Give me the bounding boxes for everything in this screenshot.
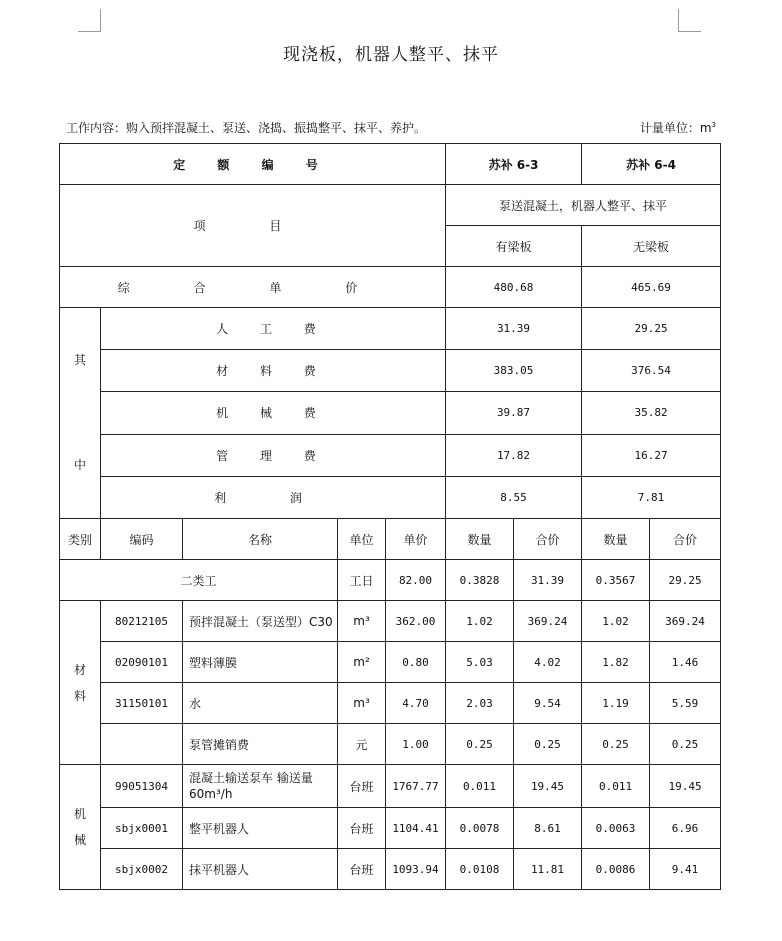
material-price: 1.00	[386, 724, 446, 765]
breakdown-label: 利 润	[101, 476, 446, 518]
material-code	[101, 724, 183, 765]
breakdown-row	[60, 392, 721, 434]
unit-price-label: 综 合 单 价	[60, 267, 446, 308]
material-total-a: 369.24	[514, 601, 582, 642]
material-total-b: 0.25	[650, 724, 721, 765]
machinery-row	[60, 808, 721, 849]
material-total-a: 4.02	[514, 642, 582, 683]
item-label: 项 目	[60, 185, 446, 267]
material-unit: m³	[338, 683, 386, 724]
machinery-qty-b: 0.0063	[582, 808, 650, 849]
machinery-name: 整平机器人	[183, 808, 338, 849]
work-content: 工作内容：购入预拌混凝土、泵送、浇捣、振捣整平、抹平、养护。	[66, 121, 427, 135]
material-unit: 元	[338, 724, 386, 765]
material-name: 预拌混凝土（泵送型）C30	[183, 601, 338, 642]
breakdown-row	[60, 308, 721, 350]
unit-price-b: 465.69	[582, 267, 721, 308]
quota-code-b: 苏补 6-4	[582, 144, 721, 185]
machinery-total-b: 6.96	[650, 808, 721, 849]
unit-price-row	[60, 267, 721, 308]
material-qty-b: 1.19	[582, 683, 650, 724]
material-code: 31150101	[101, 683, 183, 724]
labor-name: 二类工	[60, 560, 338, 601]
machinery-name: 混凝土输送泵车 输送量 60m³/h	[183, 765, 338, 808]
labor-qty-b: 0.3567	[582, 560, 650, 601]
column-header-category: 类别	[60, 519, 101, 560]
breakdown-value-b: 7.81	[582, 476, 721, 518]
material-total-b: 1.46	[650, 642, 721, 683]
quota-number-row	[60, 144, 721, 185]
machinery-total-b: 19.45	[650, 765, 721, 808]
material-qty-b: 0.25	[582, 724, 650, 765]
machinery-code: sbjx0001	[101, 808, 183, 849]
breakdown-value-b: 376.54	[582, 350, 721, 392]
column-header-unit: 单位	[338, 519, 386, 560]
breakdown-group-label-top: 其	[73, 353, 86, 367]
machinery-unit: 台班	[338, 765, 386, 808]
measure-unit-text: 计量单位：m	[639, 121, 712, 135]
variant-b: 无梁板	[582, 226, 721, 267]
breakdown-label: 材 料 费	[101, 350, 446, 392]
breakdown-row	[60, 476, 721, 518]
material-price: 0.80	[386, 642, 446, 683]
variant-a: 有梁板	[446, 226, 582, 267]
material-total-b: 369.24	[650, 601, 721, 642]
machinery-category-top: 机	[73, 807, 86, 821]
machinery-total-a: 19.45	[514, 765, 582, 808]
breakdown-label: 机 械 费	[101, 392, 446, 434]
machinery-qty-a: 0.0078	[446, 808, 514, 849]
quota-number-label: 定 额 编 号	[60, 144, 446, 185]
machinery-category	[60, 765, 101, 890]
breakdown-group-label-bottom: 中	[73, 458, 86, 472]
material-total-a: 0.25	[514, 724, 582, 765]
machinery-category-bottom: 械	[73, 833, 86, 847]
material-total-b: 5.59	[650, 683, 721, 724]
machinery-total-a: 11.81	[514, 849, 582, 890]
breakdown-value-b: 29.25	[582, 308, 721, 350]
column-header-total-b: 合价	[650, 519, 721, 560]
material-qty-b: 1.82	[582, 642, 650, 683]
breakdown-value-a: 31.39	[446, 308, 582, 350]
column-header-row	[60, 519, 721, 560]
material-code: 80212105	[101, 601, 183, 642]
material-qty-a: 0.25	[446, 724, 514, 765]
quota-code-a: 苏补 6-3	[446, 144, 582, 185]
column-header-code: 编码	[101, 519, 183, 560]
machinery-row	[60, 765, 721, 808]
labor-total-b: 29.25	[650, 560, 721, 601]
machinery-unit: 台班	[338, 808, 386, 849]
labor-total-a: 31.39	[514, 560, 582, 601]
material-qty-a: 2.03	[446, 683, 514, 724]
material-total-a: 9.54	[514, 683, 582, 724]
machinery-code: 99051304	[101, 765, 183, 808]
machinery-total-b: 9.41	[650, 849, 721, 890]
column-header-price: 单价	[386, 519, 446, 560]
breakdown-value-b: 16.27	[582, 434, 721, 476]
material-unit: m²	[338, 642, 386, 683]
item-description: 泵送混凝土，机器人整平、抹平	[446, 185, 721, 226]
breakdown-label: 人 工 费	[101, 308, 446, 350]
machinery-price: 1093.94	[386, 849, 446, 890]
machinery-code: sbjx0002	[101, 849, 183, 890]
machinery-row	[60, 849, 721, 890]
labor-unit: 工日	[338, 560, 386, 601]
material-qty-a: 1.02	[446, 601, 514, 642]
material-qty-a: 5.03	[446, 642, 514, 683]
breakdown-group-label	[60, 308, 101, 519]
material-price: 4.70	[386, 683, 446, 724]
machinery-qty-a: 0.0108	[446, 849, 514, 890]
material-price: 362.00	[386, 601, 446, 642]
machinery-name: 抹平机器人	[183, 849, 338, 890]
labor-qty-a: 0.3828	[446, 560, 514, 601]
breakdown-label: 管 理 费	[101, 434, 446, 476]
machinery-qty-a: 0.011	[446, 765, 514, 808]
machinery-price: 1104.41	[386, 808, 446, 849]
machinery-qty-b: 0.0086	[582, 849, 650, 890]
material-row	[60, 642, 721, 683]
material-row	[60, 601, 721, 642]
material-name: 泵管摊销费	[183, 724, 338, 765]
breakdown-value-b: 35.82	[582, 392, 721, 434]
breakdown-value-a: 8.55	[446, 476, 582, 518]
breakdown-value-a: 17.82	[446, 434, 582, 476]
column-header-qty-b: 数量	[582, 519, 650, 560]
material-category	[60, 601, 101, 765]
material-qty-b: 1.02	[582, 601, 650, 642]
machinery-unit: 台班	[338, 849, 386, 890]
crop-mark-top-right	[678, 9, 701, 32]
machinery-qty-b: 0.011	[582, 765, 650, 808]
material-category-bottom: 料	[73, 688, 86, 703]
measure-unit-superscript: 3	[711, 121, 716, 129]
unit-price-a: 480.68	[446, 267, 582, 308]
column-header-total-a: 合价	[514, 519, 582, 560]
item-row	[60, 185, 721, 226]
material-row	[60, 724, 721, 765]
quota-table	[59, 143, 721, 890]
machinery-price: 1767.77	[386, 765, 446, 808]
machinery-total-a: 8.61	[514, 808, 582, 849]
measure-unit	[640, 119, 716, 136]
breakdown-value-a: 39.87	[446, 392, 582, 434]
material-unit: m³	[338, 601, 386, 642]
material-row	[60, 683, 721, 724]
breakdown-row	[60, 434, 721, 476]
material-code: 02090101	[101, 642, 183, 683]
breakdown-row	[60, 350, 721, 392]
column-header-name: 名称	[183, 519, 338, 560]
column-header-qty-a: 数量	[446, 519, 514, 560]
breakdown-value-a: 383.05	[446, 350, 582, 392]
material-name: 水	[183, 683, 338, 724]
page-title: 现浇板，机器人整平、抹平	[283, 45, 499, 65]
material-category-top: 材	[73, 662, 86, 677]
material-name: 塑料薄膜	[183, 642, 338, 683]
labor-price: 82.00	[386, 560, 446, 601]
labor-row	[60, 560, 721, 601]
crop-mark-top-left	[78, 9, 101, 32]
